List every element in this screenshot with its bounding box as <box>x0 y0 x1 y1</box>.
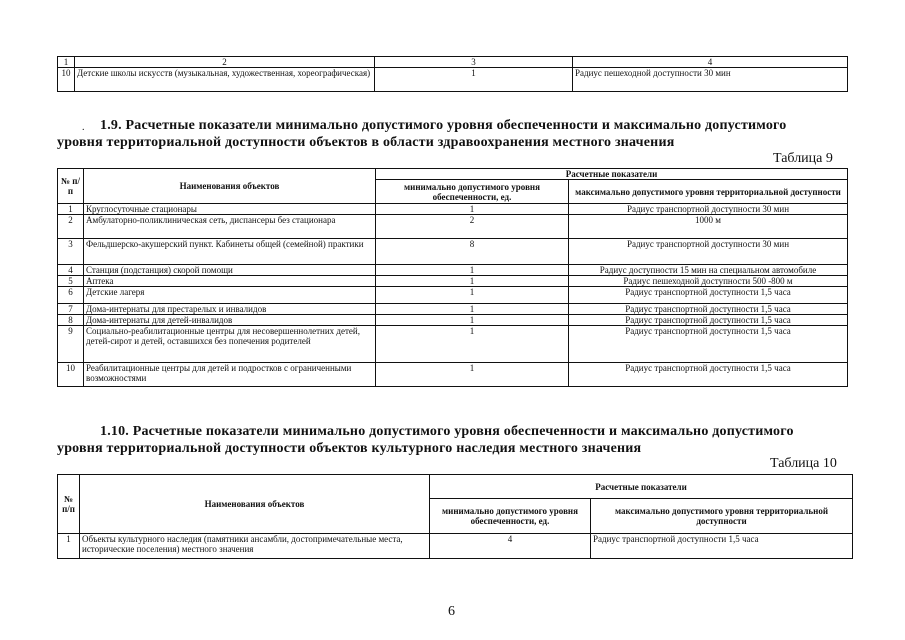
col-header-1: 1 <box>58 57 75 68</box>
max-value: Радиус транспортной доступности 1,5 часа <box>569 326 848 363</box>
table-9 <box>57 168 848 387</box>
table-row <box>58 326 848 363</box>
object-name: Дома-интернаты для престарелых и инвалидов <box>84 304 376 315</box>
min-value: 1 <box>376 287 569 304</box>
col-min-header: минимально допустимого уровня обеспеченности, ед. <box>376 180 569 204</box>
row-number: 9 <box>58 326 84 363</box>
table-row <box>58 215 848 239</box>
row-number: 3 <box>58 239 84 265</box>
min-value: 1 <box>376 315 569 326</box>
col-max-header: максимально допустимого уровня территориальной доступности <box>591 499 853 534</box>
row-number: 2 <box>58 215 84 239</box>
section-1-9-heading-line1: 1.9. Расчетные показатели минимально допустимого уровня обеспеченности и максимально допустимого <box>100 118 787 133</box>
max-value: Радиус доступности 15 мин на специальном автомобиле <box>569 265 848 276</box>
table-row <box>58 204 848 215</box>
col-num-header: № п/п <box>58 475 80 534</box>
table-continuation <box>57 56 848 92</box>
table-row <box>58 287 848 304</box>
col-name-header: Наименования объектов <box>84 169 376 204</box>
row-number: 10 <box>58 363 84 387</box>
object-name: Детские школы искусств (музыкальная, художественная, хореографическая) <box>75 68 375 92</box>
page-number: 6 <box>448 604 455 619</box>
row-number: 1 <box>58 534 80 559</box>
col-header-4: 4 <box>573 57 848 68</box>
section-1-10-heading-line1: 1.10. Расчетные показатели минимально допустимого уровня обеспеченности и максимально допустимого <box>100 424 794 439</box>
row-number: 6 <box>58 287 84 304</box>
min-value: 4 <box>430 534 591 559</box>
col-name-header: Наименования объектов <box>80 475 430 534</box>
max-value: Радиус пешеходной доступности 500 -800 м <box>569 276 848 287</box>
col-min-header: минимально допустимого уровня обеспеченности, ед. <box>430 499 591 534</box>
object-name: Амбулаторно-поликлиническая сеть, диспансеры без стационара <box>84 215 376 239</box>
min-value: 1 <box>376 204 569 215</box>
row-number: 4 <box>58 265 84 276</box>
object-name: Аптека <box>84 276 376 287</box>
object-name <box>84 239 376 265</box>
max-value: 1000 м <box>569 215 848 239</box>
row-number: 1 <box>58 204 84 215</box>
table-row <box>58 239 848 265</box>
table-row <box>58 315 848 326</box>
max-value: Радиус транспортной доступности 1,5 часа <box>569 363 848 387</box>
row-number: 7 <box>58 304 84 315</box>
table-9-label: Таблица 9 <box>773 151 833 166</box>
table-10 <box>57 474 853 559</box>
max-value: Радиус транспортной доступности 1,5 часа <box>591 534 853 559</box>
max-value: Радиус пешеходной доступности 30 мин <box>573 68 848 92</box>
max-value: Радиус транспортной доступности 30 мин <box>569 204 848 215</box>
min-value: 1 <box>376 363 569 387</box>
col-header-2: 2 <box>75 57 375 68</box>
table-row <box>58 304 848 315</box>
table-row <box>58 534 853 559</box>
min-value: 1 <box>376 304 569 315</box>
min-value: 2 <box>376 215 569 239</box>
object-name: Станция (подстанция) скорой помощи <box>84 265 376 276</box>
table-row <box>58 363 848 387</box>
min-value: 1 <box>376 265 569 276</box>
row-number: 10 <box>58 68 75 92</box>
col-header-3: 3 <box>375 57 573 68</box>
col-max-header: максимально допустимого уровня территориальной доступности <box>569 180 848 204</box>
section-1-10-heading-line2: уровня территориальной доступности объектов культурного наследия местного значения <box>57 441 642 456</box>
min-value: 1 <box>376 276 569 287</box>
object-name: Детские лагеря <box>84 287 376 304</box>
object-name: Дома-интернаты для детей-инвалидов <box>84 315 376 326</box>
max-value: Радиус транспортной доступности 1,5 часа <box>569 287 848 304</box>
col-group-header: Расчетные показатели <box>430 475 853 499</box>
row-number: 5 <box>58 276 84 287</box>
min-value: 1 <box>376 326 569 363</box>
min-value: 8 <box>376 239 569 265</box>
max-value: Радиус транспортной доступности 30 мин <box>569 239 848 265</box>
object-name: Круглосуточные стационары <box>84 204 376 215</box>
object-name: Социально-реабилитационные центры для несовершеннолетних детей, детей-сирот и детей, оставшихся без попечения родителей <box>84 326 376 363</box>
section-1-9-heading-line2: уровня территориальной доступности объектов в области здравоохранения местного значения <box>57 135 675 150</box>
row-number: 8 <box>58 315 84 326</box>
table-row <box>58 276 848 287</box>
object-name: Реабилитационные центры для детей и подростков с ограниченными возможностями <box>84 363 376 387</box>
scan-dot: . <box>82 122 85 133</box>
object-name: Объекты культурного наследия (памятники ансамбли, достопримечательные места, исторические поселения) местного значения <box>80 534 430 559</box>
col-group-header: Расчетные показатели <box>376 169 848 180</box>
min-value: 1 <box>375 68 573 92</box>
table-row <box>58 265 848 276</box>
table-10-label: Таблица 10 <box>770 456 837 471</box>
max-value: Радиус транспортной доступности 1,5 часа <box>569 304 848 315</box>
max-value: Радиус транспортной доступности 1,5 часа <box>569 315 848 326</box>
col-num-header: № п/п <box>58 169 84 204</box>
object-name-line: Фельдшерско-акушерский пункт. Кабинеты общей (семейной) практики <box>86 239 364 249</box>
